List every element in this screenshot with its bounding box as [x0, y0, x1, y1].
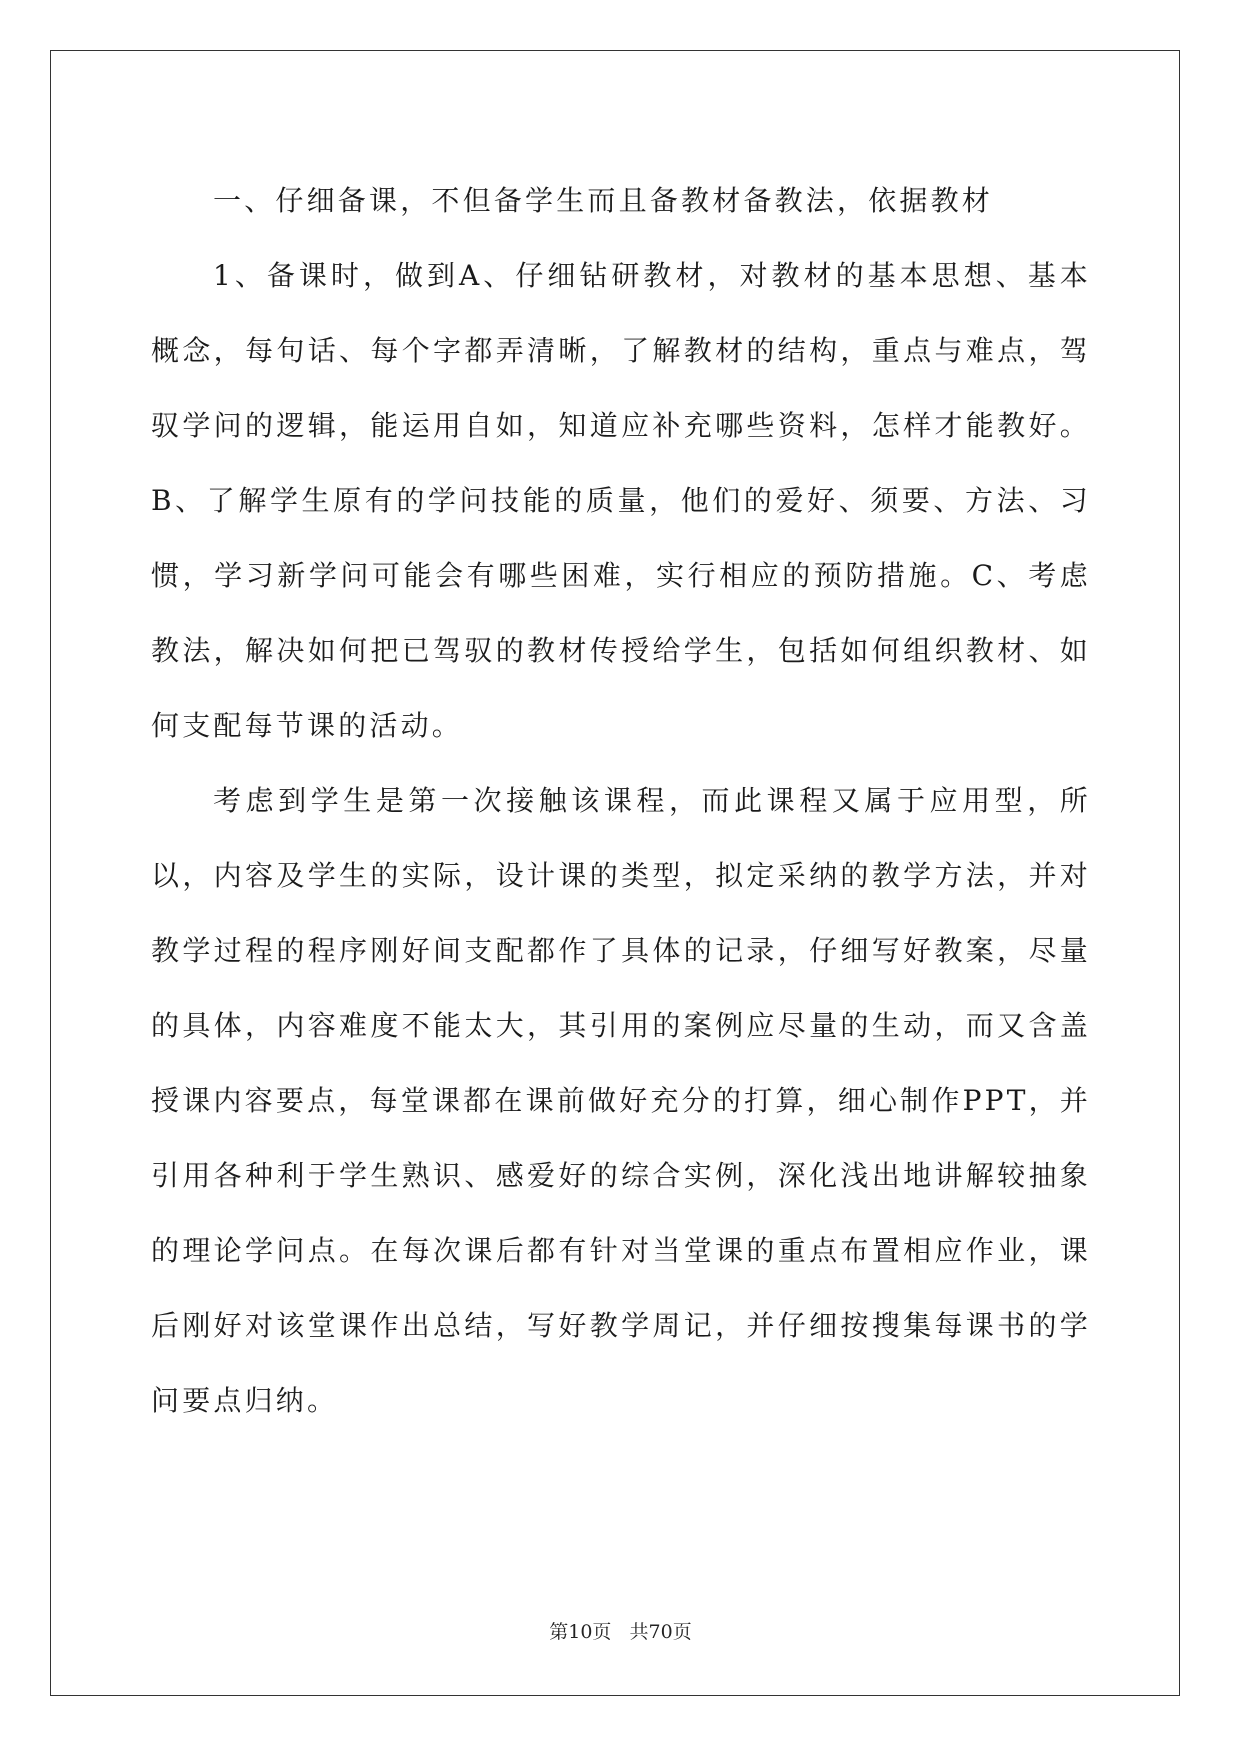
document-body	[151, 163, 1091, 1438]
paragraph-heading: 一、仔细备课，不但备学生而且备教材备教法，依据教材	[213, 184, 994, 217]
paragraph-lesson-prep: 1、备课时，做到A、仔细钻研教材，对教材的基本思想、基本概念，每句话、每个字都弄清晰，了解教材的结构，重点与难点，驾驭学问的逻辑，能运用自如，知道应补充哪些资料，怎样才能教好。B、了解学生原有的学问技能的质量，他们的爱好、须要、方法、习惯，学习新学问可能会有哪些困难，实行相应的预防措施。C、考虑教法，解决如何把已驾驭的教材传授给学生，包括如何组织教材、如何支配每节课的活动。	[151, 259, 1091, 742]
page-number: 第10页 共70页	[549, 1621, 692, 1643]
paragraph-course-design: 考虑到学生是第一次接触该课程，而此课程又属于应用型，所以，内容及学生的实际，设计课的类型，拟定采纳的教学方法，并对教学过程的程序刚好间支配都作了具体的记录，仔细写好教案，尽量的具体，内容难度不能太大，其引用的案例应尽量的生动，而又含盖授课内容要点，每堂课都在课前做好充分的打算，细心制作PPT，并引用各种利于学生熟识、感爱好的综合实例，深化浅出地讲解较抽象的理论学问点。在每次课后都有针对当堂课的重点布置相应作业，课后刚好对该堂课作出总结，写好教学周记，并仔细按搜集每课书的学问要点归纳。	[151, 784, 1091, 1417]
page-footer	[0, 1620, 1241, 1644]
